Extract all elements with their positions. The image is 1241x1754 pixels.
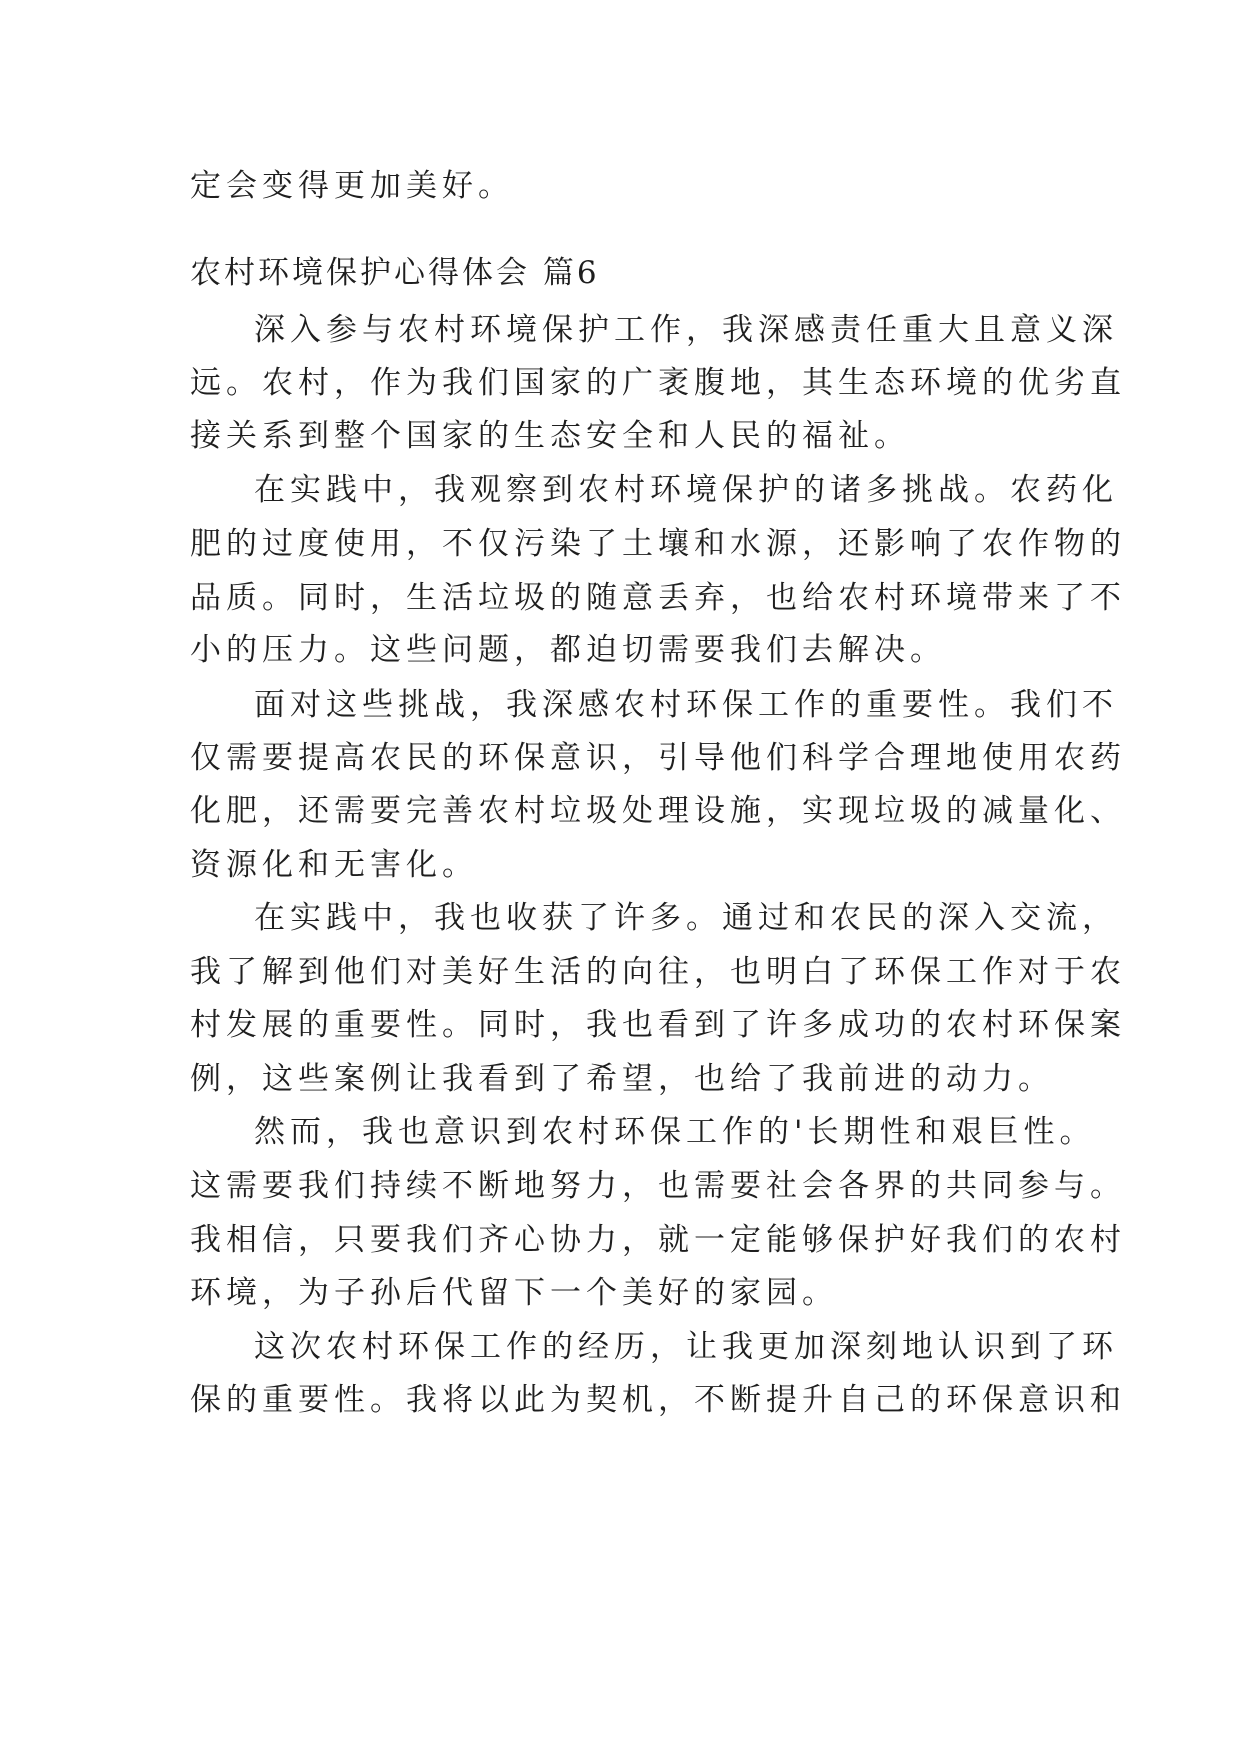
text-line: 我相信，只要我们齐心协力，就一定能够保护好我们的农村 bbox=[190, 1222, 1126, 1258]
text-line: 我了解到他们对美好生活的向往，也明白了环保工作对于农 bbox=[190, 954, 1126, 990]
text-line: 村发展的重要性。同时，我也看到了许多成功的农村环保案 bbox=[190, 1007, 1126, 1043]
text-line: 远。农村，作为我们国家的广袤腹地，其生态环境的优劣直 bbox=[190, 365, 1126, 401]
text-line: 这需要我们持续不断地努力，也需要社会各界的共同参与。 bbox=[190, 1168, 1126, 1204]
text-line: 环境，为子孙后代留下一个美好的家园。 bbox=[190, 1275, 838, 1311]
text-line: 品质。同时，生活垃圾的随意丢弃，也给农村环境带来了不 bbox=[190, 580, 1126, 616]
text-line: 例，这些案例让我看到了希望，也给了我前进的动力。 bbox=[190, 1061, 1054, 1097]
text-line: 面对这些挑战，我深感农村环保工作的重要性。我们不 bbox=[254, 687, 1118, 723]
text-line: 化肥，还需要完善农村垃圾处理设施，实现垃圾的减量化、 bbox=[190, 793, 1126, 829]
text-line: 仅需要提高农民的环保意识，引导他们科学合理地使用农药 bbox=[190, 740, 1126, 776]
text-line: 肥的过度使用，不仅污染了土壤和水源，还影响了农作物的 bbox=[190, 526, 1126, 562]
text-line: 资源化和无害化。 bbox=[190, 847, 478, 883]
text-line: 小的压力。这些问题，都迫切需要我们去解决。 bbox=[190, 632, 946, 668]
text-line: 在实践中，我观察到农村环境保护的诸多挑战。农药化 bbox=[254, 472, 1118, 508]
text-line: 保的重要性。我将以此为契机，不断提升自己的环保意识和 bbox=[190, 1382, 1126, 1418]
text-line: 接关系到整个国家的生态安全和人民的福祉。 bbox=[190, 418, 910, 454]
section-title: 农村环境保护心得体会 篇6 bbox=[190, 255, 600, 291]
text-line: 然而，我也意识到农村环保工作的'长期性和艰巨性。 bbox=[254, 1114, 1096, 1150]
text-line: 这次农村环保工作的经历，让我更加深刻地认识到了环 bbox=[254, 1329, 1118, 1365]
text-line: 在实践中，我也收获了许多。通过和农民的深入交流， bbox=[254, 900, 1118, 936]
continuation-line: 定会变得更加美好。 bbox=[190, 168, 514, 204]
text-line: 深入参与农村环境保护工作，我深感责任重大且意义深 bbox=[254, 312, 1118, 348]
